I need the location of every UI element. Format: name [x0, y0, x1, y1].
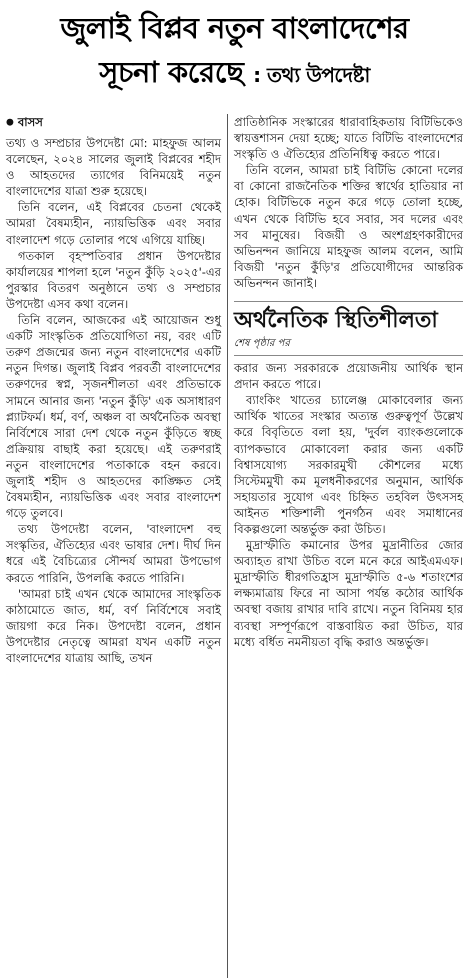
section-paragraph-1: করার জন্য সরকারকে প্রয়োজনীয় আর্থিক স্থান প্রদান করতে পারে। — [234, 361, 463, 392]
headline — [6, 6, 463, 97]
left-paragraph-4: তিনি বলেন, আজকের এই আয়োজন শুধু একটি সাংস্কৃতিক প্রতিযোগিতা নয়, বরং এটি তরুণ প্রজন্মের জন্য নতুন বাংলাদেশের একটি নতুন দিগন্ত। জুলাই বিপ্লব পরবর্তী বাংলাদেশের তরুণদের স্বপ্ন, সৃজনশীলতা এবং প্রতিভাকে সামনে আনার জন্য 'নতুন কুঁড়ি' এক অসাধারণ প্ল্যাটফর্ম। ধর্ম, বর্ণ, অঞ্চল বা অর্থনৈতিক অবস্থা নির্বিশেষে সারা দেশ থেকে নতুন কুঁড়িতে স্বচ্ছ প্রক্রিয়ায় বাছাই করা হয়েছে। এই তরুণরাই নতুন বাংলাদেশের পতাকাকে বহন করবে। জুলাই শহীদ ও আহতদের কাঙ্ক্ষিত সেই বৈষম্যহীন, ন্যায়ভিত্তিক এবং সবার বাংলাদেশ গড়ে তুলবে। — [6, 313, 221, 521]
left-paragraph-3: গতকাল বৃহস্পতিবার প্রধান উপদেষ্টার কার্যালয়ের শাপলা হলে 'নতুন কুঁড়ি ২০২৫'-এর পুরস্কার বিতরণ অনুষ্ঠানে তথ্য ও সম্প্রচার উপদেষ্টা এসব কথা বলেন। — [6, 248, 221, 311]
left-paragraph-1: তথ্য ও সম্প্রচার উপদেষ্টা মো: মাহফুজ আলম বলেছেন, ২০২৪ সালের জুলাই বিপ্লবের শহীদ ও আহতদের ত্যাগের বিনিময়েই নতুন বাংলাদেশের যাত্রা শুরু হয়েছে। — [6, 136, 221, 199]
section-title: অর্থনৈতিক স্থিতিশীলতা — [234, 301, 463, 336]
bullet-icon: ● — [6, 117, 14, 128]
left-column — [6, 114, 228, 978]
byline-source: বাসস — [17, 115, 43, 129]
right-column — [228, 114, 463, 978]
section-paragraph-3: মুদ্রাস্ফীতি কমানোর উপর মুদ্রানীতির জোর অব্যাহত রাখা উচিত বলে মনে করে আইএমএফ। মুদ্রাস্ফীতি ধীরগতিহ্রাস মুদ্রাস্ফীতি ৫-৬ শতাংশের লক্ষ্যমাত্রায় ফিরে না আসা পর্যন্ত কঠোর আর্থিক অবস্থা বজায় রাখার দাবি রাখে। নতুন বিনিময় হার ব্যবস্থা সম্পূর্ণরূপে বাস্তবায়িত করা উচিত, যার মধ্যে বর্ধিত নমনীয়তা বৃদ্ধি করাও অন্তর্ভুক্ত। — [234, 538, 463, 649]
right-paragraph-1: প্রাতিষ্ঠানিক সংস্কারের ধারাবাহিকতায় বিটিভিকেও স্বায়ত্তশাসন দেয়া হচ্ছে; যাতে বিটিভি বাংলাদেশের সংস্কৃতি ও ঐতিহ্যের প্রতিনিধিত্ব করতে পারে। — [234, 115, 463, 162]
byline — [6, 114, 221, 133]
article-columns — [6, 114, 463, 978]
left-paragraph-6: 'আমরা চাই এখন থেকে আমাদের সাংস্কৃতিক কাঠামোতে জাত, ধর্ম, বর্ণ নির্বিশেষে সবাই জায়গা করে নিক। উপদেষ্টা বলেন, প্রধান উপদেষ্টার নেতৃত্বে আমরা যখন একটি নতুন বাংলাদেশের যাত্রায় আছি, তখন — [6, 586, 221, 665]
section-paragraph-2: ব্যাংকিং খাতের চ্যালেঞ্জ মোকাবেলার জন্য আর্থিক খাতের সংস্কার অত্যন্ত গুরুত্বপূর্ণ উল্লেখ করে বিবৃতিতে বলা হয়, 'দুর্বল ব্যাংকগুলোকে ব্যাপকভাবে মোকাবেলা করার জন্য একটি বিশ্বাসযোগ্য সরকারমুখী কৌশলের মধ্যে সিস্টেমমুখী কম মূলধনীকরণের অনুমান, আর্থিক সহায়তার সুযোগ এবং চিহ্নিত তহবিল উৎসসহ আইনত শক্তিশালী পুনর্গঠন এবং সমাধানের বিকল্পগুলো অন্তর্ভুক্ত করা উচিত। — [234, 393, 463, 536]
headline-attribution: : তথ্য উপদেষ্টা — [253, 63, 370, 87]
headline-line-2: সূচনা করেছে — [99, 55, 244, 89]
left-paragraph-2: তিনি বলেন, এই বিপ্লবের চেতনা থেকেই আমরা বৈষম্যহীন, ন্যায়ভিত্তিক এবং সবার বাংলাদেশ গড়ে তোলার পথে এগিয়ে যাচ্ছি। — [6, 200, 221, 247]
headline-line-1: জুলাই বিপ্লব নতুন বাংলাদেশের — [60, 11, 409, 45]
continued-note: শেষ পৃষ্ঠার পর — [234, 336, 463, 356]
left-paragraph-5: তথ্য উপদেষ্টা বলেন, 'বাংলাদেশ বহু সংস্কৃতির, ঐতিহ্যের এবং ভাষার দেশ। দীর্ঘ দিন ধরে এই বৈচিত্র্যের সৌন্দর্য আমরা উপভোগ করতে পারিনি, উপলব্ধি করতে পারিনি। — [6, 522, 221, 585]
right-paragraph-2: তিনি বলেন, আমরা চাই বিটিভি কোনো দলের বা কোনো রাজনৈতিক শক্তির স্বার্থের হাতিয়ার না হোক। বিটিভিকে নতুন করে গড়ে তোলা হচ্ছে, এখন থেকে বিটিভি হবে সবার, সব দলের এবং সব মানুষের। বিজয়ী ও অংশগ্রহণকারীদের অভিনন্দন জানিয়ে মাহফুজ আলম বলেন, আমি বিজয়ী 'নতুন কুঁড়ি'র প্রতিযোগীদের আন্তরিক অভিনন্দন জানাই। — [234, 163, 463, 290]
